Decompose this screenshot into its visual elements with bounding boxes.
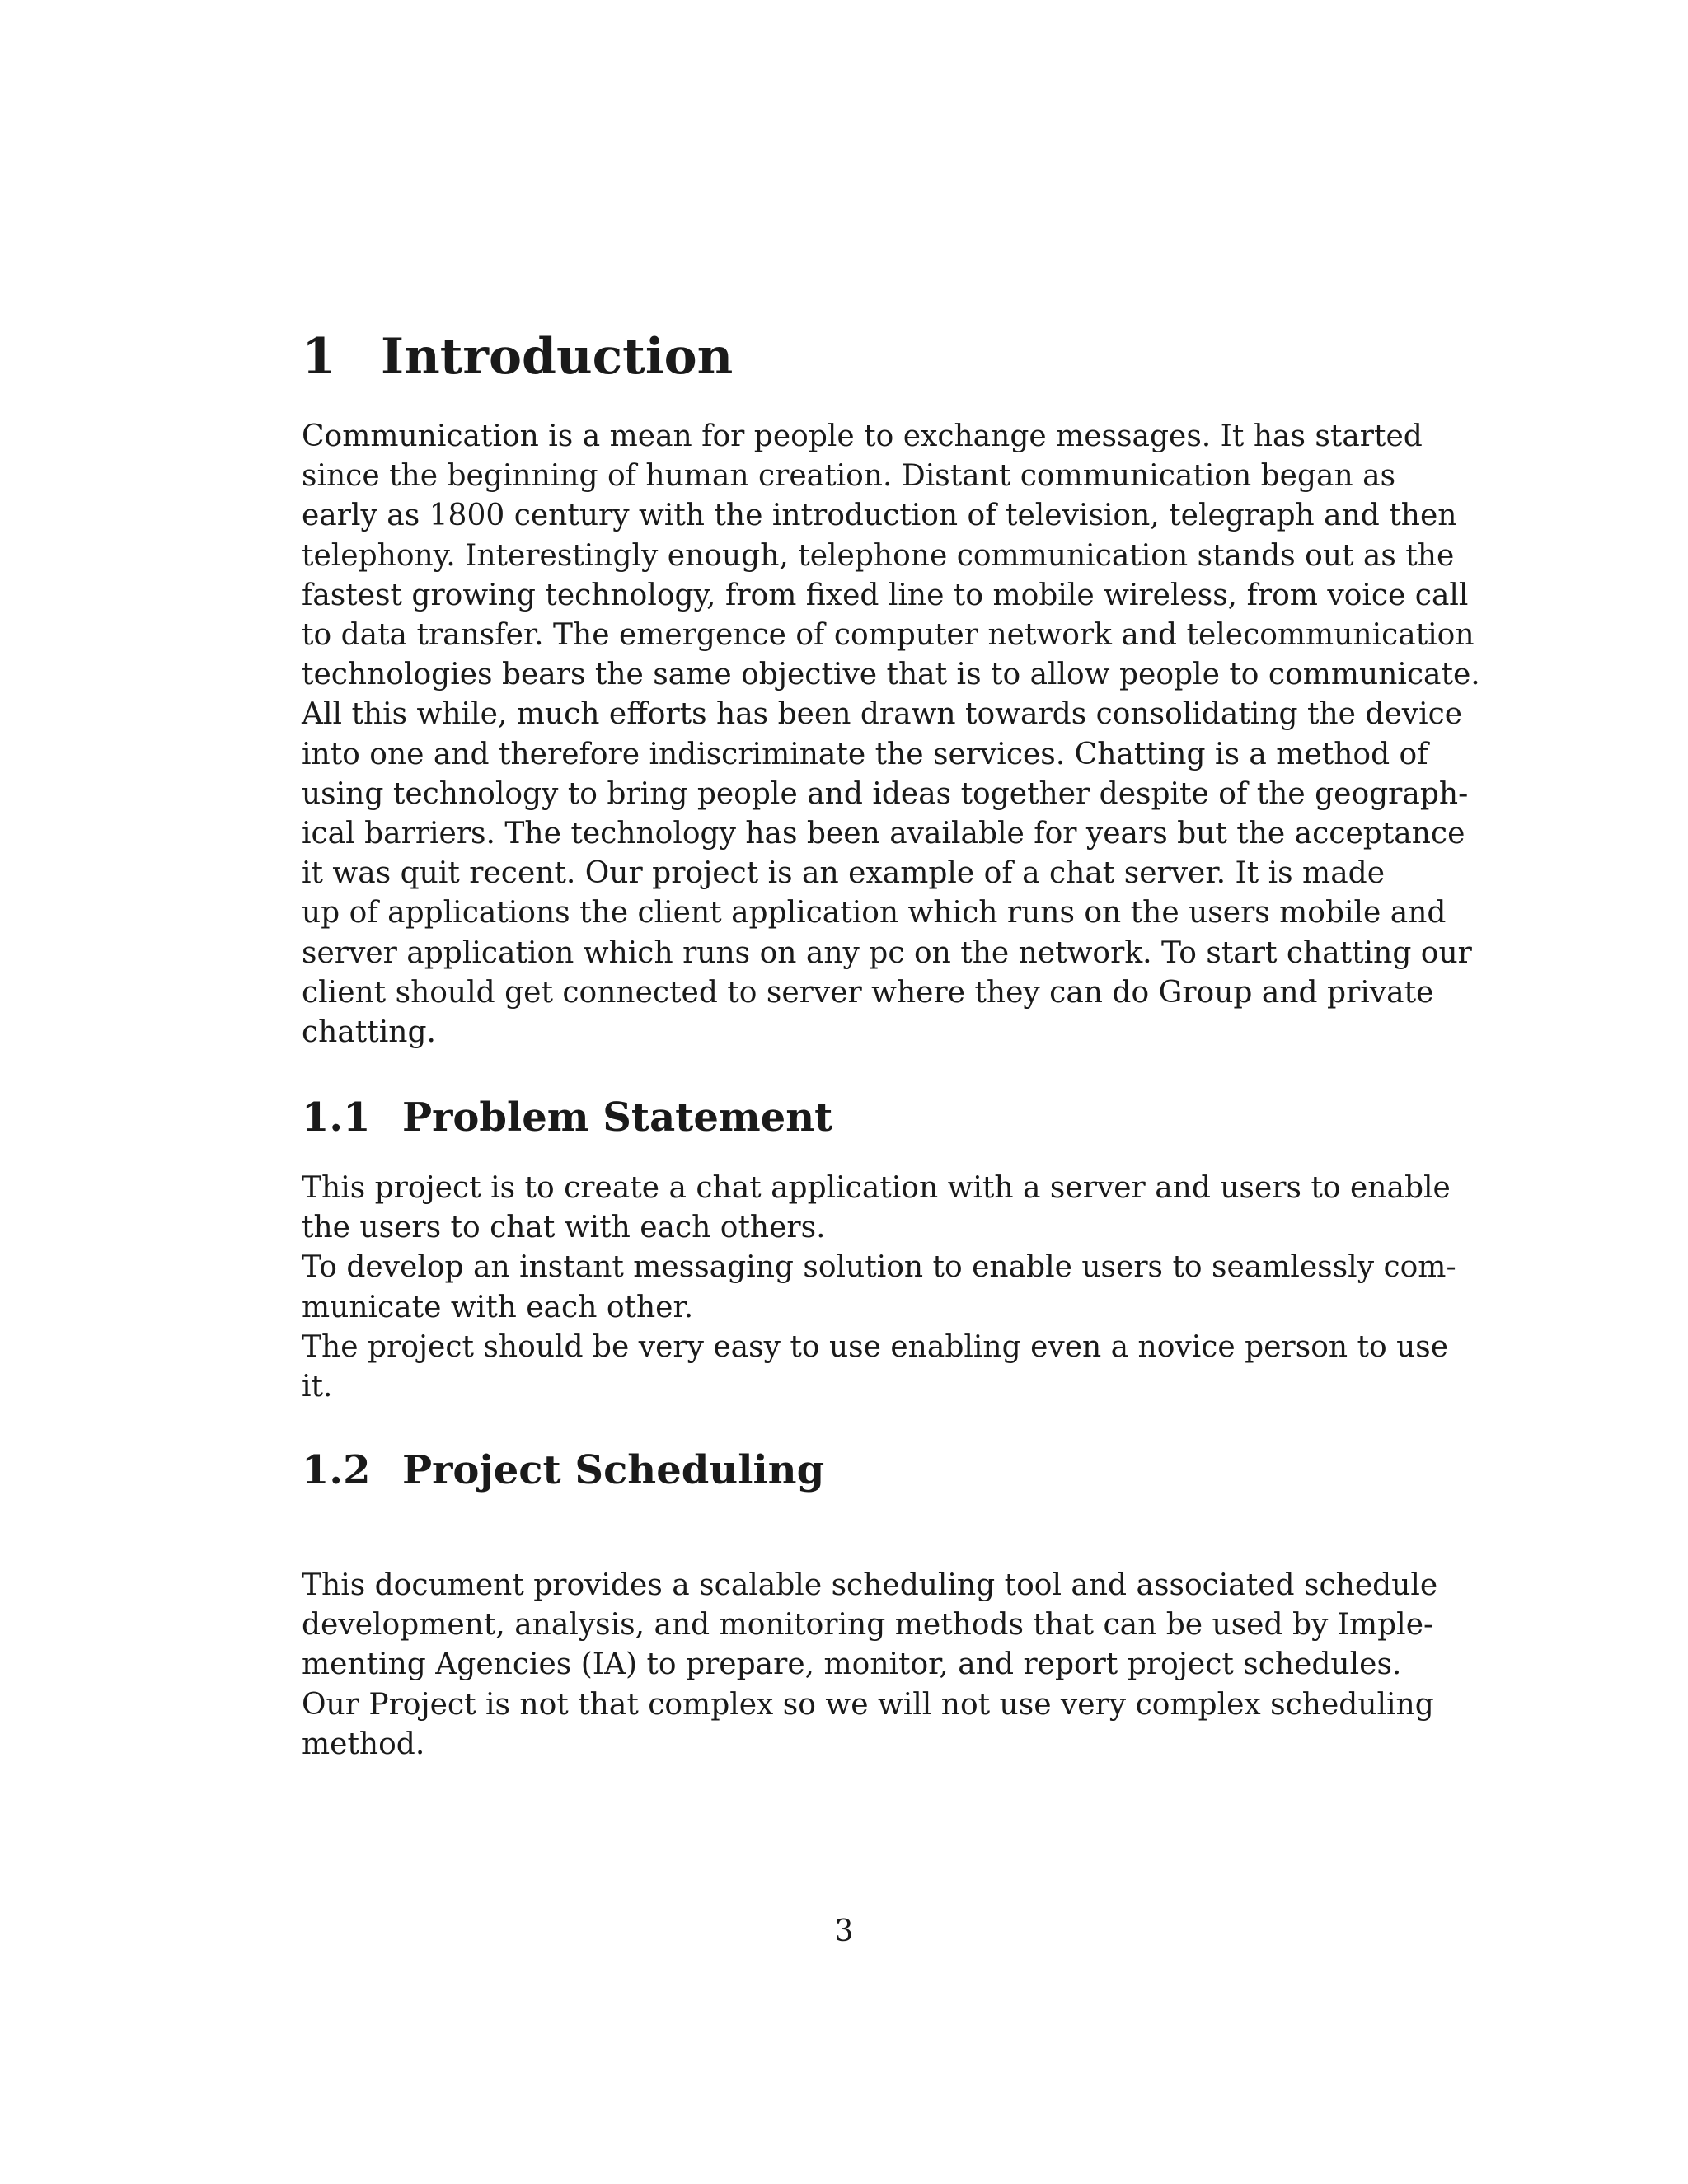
paragraph-line: since the beginning of human creation. Distant communication began as (302, 459, 1396, 494)
paragraph-line: To develop an instant messaging solution to enable users to seamlessly com- (302, 1250, 1456, 1285)
paragraph-line: method. (302, 1727, 425, 1761)
section-number: 1 (302, 328, 336, 386)
paragraph-line: This project is to create a chat application with a server and users to enable (302, 1171, 1451, 1205)
subsection-heading-project-scheduling (302, 1447, 824, 1493)
paragraph-line: to data transfer. The emergence of computer network and telecommunication (302, 618, 1475, 653)
section-title: Introduction (381, 328, 734, 386)
paragraph-line: it. (302, 1370, 333, 1404)
paragraph-line: The project should be very easy to use enabling even a novice person to use (302, 1329, 1449, 1364)
paragraph-line: up of applications the client application which runs on the users mobile and (302, 896, 1447, 930)
project-scheduling-paragraph (302, 1566, 1438, 1765)
paragraph-line: menting Agencies (IA) to prepare, monitor, and report project schedules. (302, 1647, 1402, 1682)
subsection-heading-problem-statement (302, 1094, 832, 1141)
paragraph-line: This document provides a scalable scheduling tool and associated schedule (302, 1568, 1438, 1602)
paragraph-line: client should get connected to server where they can do Group and private (302, 975, 1434, 1010)
paragraph-line: server application which runs on any pc on the network. To start chatting our (302, 935, 1472, 970)
section-heading-introduction (302, 328, 733, 386)
paragraph-line: using technology to bring people and ideas together despite of the geograph- (302, 776, 1469, 811)
paragraph-line: into one and therefore indiscriminate the services. Chatting is a method of (302, 737, 1428, 771)
paragraph-line: All this while, much efforts has been drawn towards consolidating the device (302, 697, 1463, 732)
paragraph-line: fastest growing technology, from fixed line to mobile wireless, from voice call (302, 578, 1469, 612)
page-number: 3 (834, 1915, 854, 1948)
paragraph-line: development, analysis, and monitoring methods that can be used by Imple- (302, 1608, 1434, 1643)
paragraph-line: early as 1800 century with the introduction of television, telegraph and then (302, 499, 1457, 533)
paragraph-line: municate with each other. (302, 1290, 694, 1324)
subsection-title: Problem Statement (402, 1094, 833, 1141)
subsection-number: 1.2 (302, 1447, 371, 1493)
paragraph-line: ical barriers. The technology has been available for years but the acceptance (302, 817, 1465, 851)
introduction-paragraph (302, 417, 1480, 1052)
paragraph-line: the users to chat with each others. (302, 1211, 826, 1245)
paragraph-line: technologies bears the same objective that is to allow people to communicate. (302, 658, 1480, 692)
problem-statement-paragraph (302, 1169, 1456, 1407)
subsection-number: 1.1 (302, 1094, 371, 1141)
paragraph-line: it was quit recent. Our project is an example of a chat server. It is made (302, 856, 1385, 891)
paragraph-line: Communication is a mean for people to exchange messages. It has started (302, 419, 1423, 453)
paragraph-line: chatting. (302, 1015, 436, 1050)
paragraph-line: telephony. Interestingly enough, telephone communication stands out as the (302, 538, 1455, 573)
paragraph-line: Our Project is not that complex so we will not use very complex scheduling (302, 1687, 1434, 1722)
subsection-title: Project Scheduling (402, 1447, 825, 1493)
